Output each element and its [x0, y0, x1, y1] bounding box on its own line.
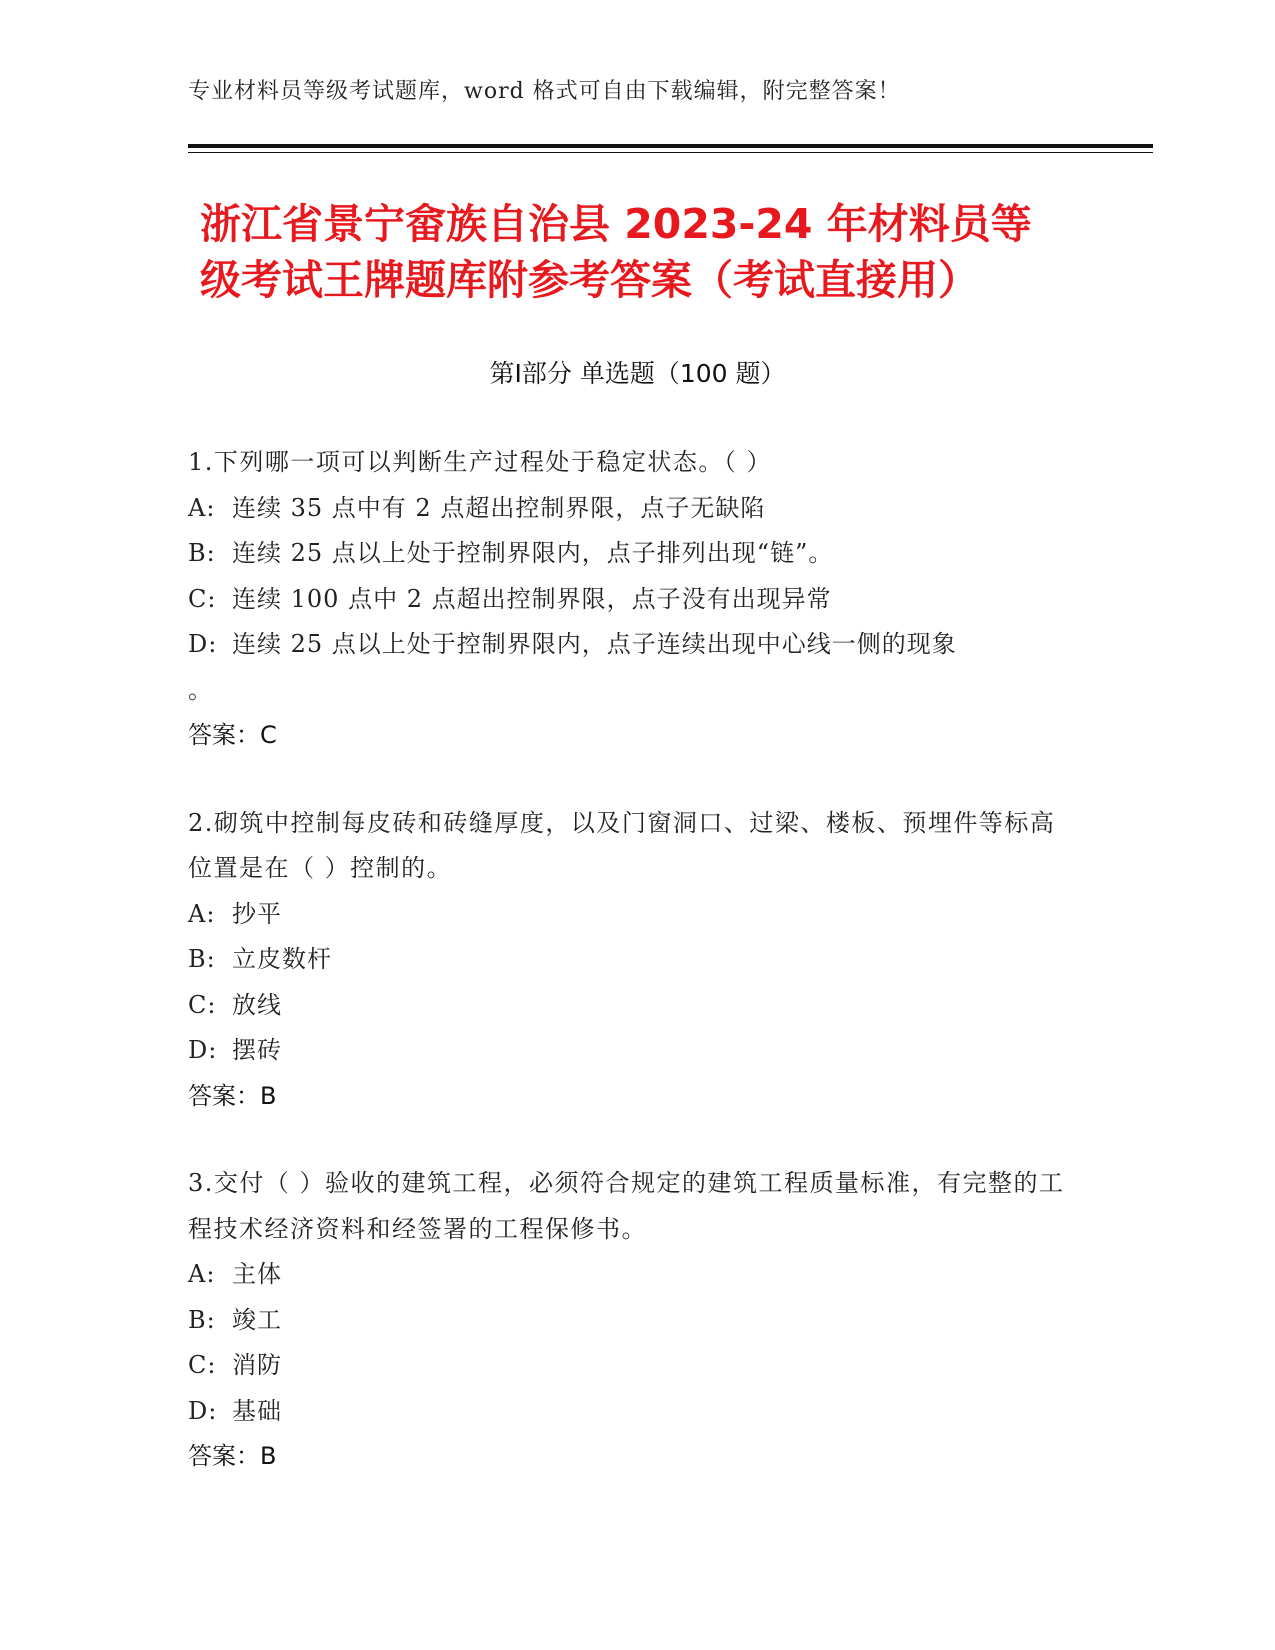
question-1	[188, 440, 1068, 759]
header-note: 专业材料员等级考试题库，word 格式可自由下载编辑，附完整答案！	[188, 79, 901, 104]
option-text: 竣工	[232, 1305, 282, 1334]
option-a	[188, 892, 1068, 938]
option-letter: D:	[188, 630, 218, 658]
option-letter: D:	[188, 1396, 218, 1425]
option-letter: A:	[188, 899, 216, 928]
option-letter: A:	[188, 1260, 216, 1288]
option-text: 连续 25 点以上处于控制界限内，点子排列出现“链”。	[232, 539, 834, 567]
option-text: 立皮数杆	[232, 945, 332, 973]
question-stem: 2.砌筑中控制每皮砖和砖缝厚度，以及门窗洞口、过梁、楼板、预埋件等标高位置是在（ ）控制的。	[188, 808, 1056, 882]
option-c	[188, 983, 1068, 1029]
question-list	[188, 440, 1068, 1522]
option-d	[188, 1028, 1068, 1074]
option-b	[188, 531, 1068, 577]
option-letter: B:	[188, 945, 216, 973]
option-d-trailing: 。	[188, 675, 213, 704]
option-letter: B:	[188, 1305, 216, 1334]
option-b	[188, 1298, 1068, 1344]
answer: 答案：B	[188, 1442, 277, 1470]
question-3	[188, 1161, 1068, 1480]
section-title: 第Ⅰ部分 单选题（100 题）	[489, 359, 786, 388]
option-d	[188, 1389, 1068, 1435]
option-c	[188, 1343, 1068, 1389]
option-text: 连续 25 点以上处于控制界限内，点子连续出现中心线一侧的现象	[232, 630, 957, 658]
option-text: 连续 35 点中有 2 点超出控制界限，点子无缺陷	[232, 493, 766, 522]
option-text: 抄平	[232, 899, 282, 928]
answer: 答案：B	[188, 1081, 277, 1110]
option-text: 主体	[232, 1260, 282, 1288]
option-letter: B:	[188, 539, 216, 567]
option-d	[188, 622, 1068, 668]
option-letter: C:	[188, 990, 217, 1019]
option-letter: C:	[188, 1351, 217, 1379]
option-text: 连续 100 点中 2 点超出控制界限，点子没有出现异常	[232, 584, 832, 613]
question-stem: 1.下列哪一项可以判断生产过程处于稳定状态。（ ）	[188, 448, 773, 476]
option-text: 基础	[232, 1396, 282, 1425]
option-c	[188, 577, 1068, 623]
option-text: 放线	[232, 990, 282, 1019]
option-letter: A:	[188, 493, 216, 522]
option-letter: C:	[188, 584, 217, 613]
answer: 答案：C	[188, 721, 277, 749]
option-text: 摆砖	[232, 1036, 282, 1064]
option-text: 消防	[232, 1351, 282, 1379]
option-a	[188, 1252, 1068, 1298]
option-letter: D:	[188, 1036, 218, 1064]
title-line-1: 浙江省景宁畲族自治县 2023-24 年材料员等	[200, 200, 1032, 248]
document-title	[200, 196, 1100, 308]
question-stem: 3.交付（ ）验收的建筑工程，必须符合规定的建筑工程质量标准，有完整的工程技术经济资料和经签署的工程保修书。	[188, 1169, 1065, 1243]
option-a	[188, 486, 1068, 532]
title-line-2: 级考试王牌题库附参考答案（考试直接用）	[200, 256, 979, 304]
header-rule-thick	[188, 144, 1153, 148]
header-rule-thin	[188, 152, 1153, 153]
question-2	[188, 801, 1068, 1120]
option-b	[188, 937, 1068, 983]
